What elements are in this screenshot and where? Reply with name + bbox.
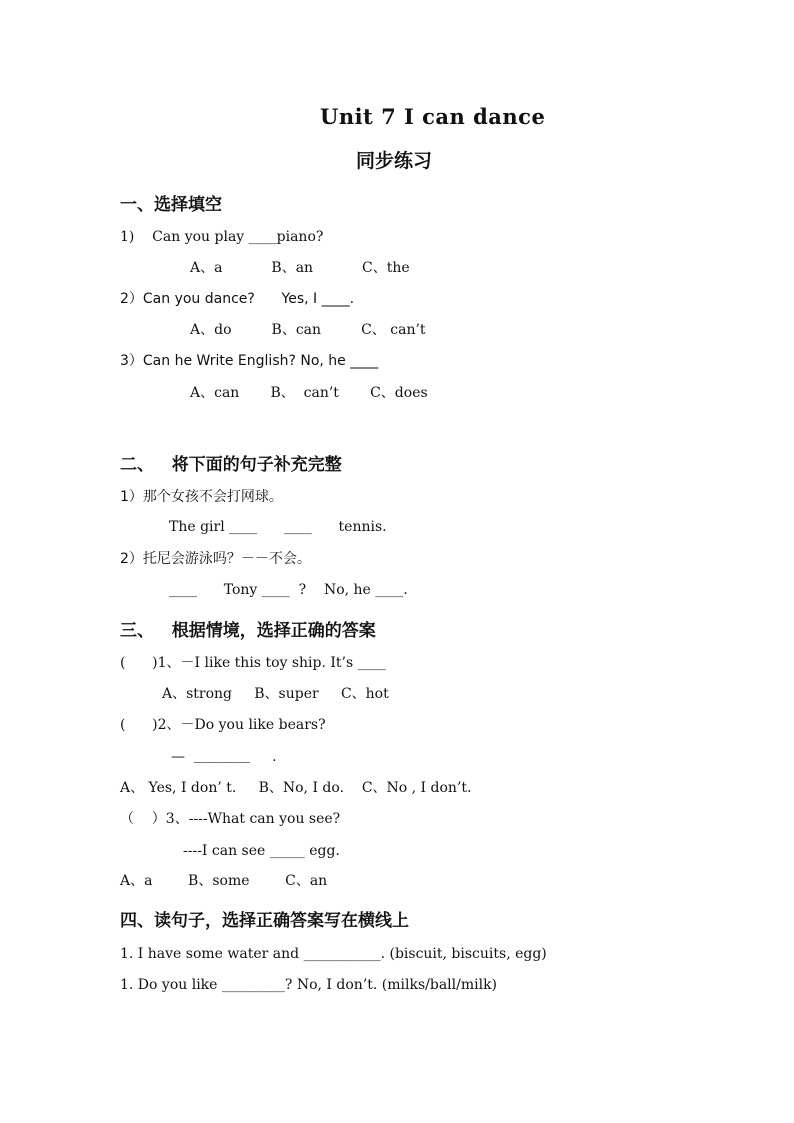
- section-heading-4: 四、读句子，选择正确答案写在横线上: [120, 911, 409, 931]
- s1-question-3: 3）Can he Write English? No, he ____: [120, 353, 379, 369]
- s2-prompt-1: 1）那个女孩不会打网球。: [120, 489, 283, 505]
- s1-options-1: A、a B、an C、the: [190, 260, 410, 276]
- s2-line-1: The girl ____ ____ tennis.: [169, 519, 387, 535]
- s3-options-1: A、strong B、super C、hot: [162, 686, 389, 702]
- s1-options-2: A、do B、can C、 can’t: [190, 322, 426, 338]
- s3-answer-3: ----I can see _____ egg.: [183, 843, 340, 859]
- section-heading-2: 二、 将下面的句子补充完整: [120, 455, 342, 475]
- s3-options-2: A、 Yes, I don’ t. B、No, I do. C、No , I don’t.: [120, 780, 472, 796]
- s1-question-2: 2）Can you dance? Yes, I ____.: [120, 291, 355, 307]
- s3-question-2: ( )2、－Do you like bears?: [120, 717, 326, 733]
- s2-prompt-2: 2）托尼会游泳吗？－－不会。: [120, 551, 311, 567]
- s2-line-2: ____ Tony ____ ? No, he ____.: [169, 582, 408, 598]
- page-title: Unit 7 I can dance: [320, 104, 546, 129]
- s1-options-3: A、can B、 can’t C、does: [190, 385, 428, 401]
- s3-options-3: A、a B、some C、an: [120, 873, 328, 889]
- section-heading-1: 一、选择填空: [120, 195, 222, 215]
- s3-answer-2: — ＿＿＿＿ .: [171, 749, 277, 765]
- s1-question-1: 1) Can you play ____piano?: [120, 229, 324, 245]
- s4-question-1: 1. I have some water and ___________. (biscuit, biscuits, egg): [120, 946, 547, 962]
- s3-question-3: （ ）3、----What can you see?: [120, 811, 341, 827]
- section-heading-3: 三、 根据情境，选择正确的答案: [120, 621, 376, 641]
- s3-question-1: ( )1、－I like this toy ship. It’s ____: [120, 655, 386, 671]
- s4-question-2: 1. Do you like _________? No, I don’t. (milks/ball/milk): [120, 977, 498, 993]
- page-subtitle: 同步练习: [356, 150, 433, 172]
